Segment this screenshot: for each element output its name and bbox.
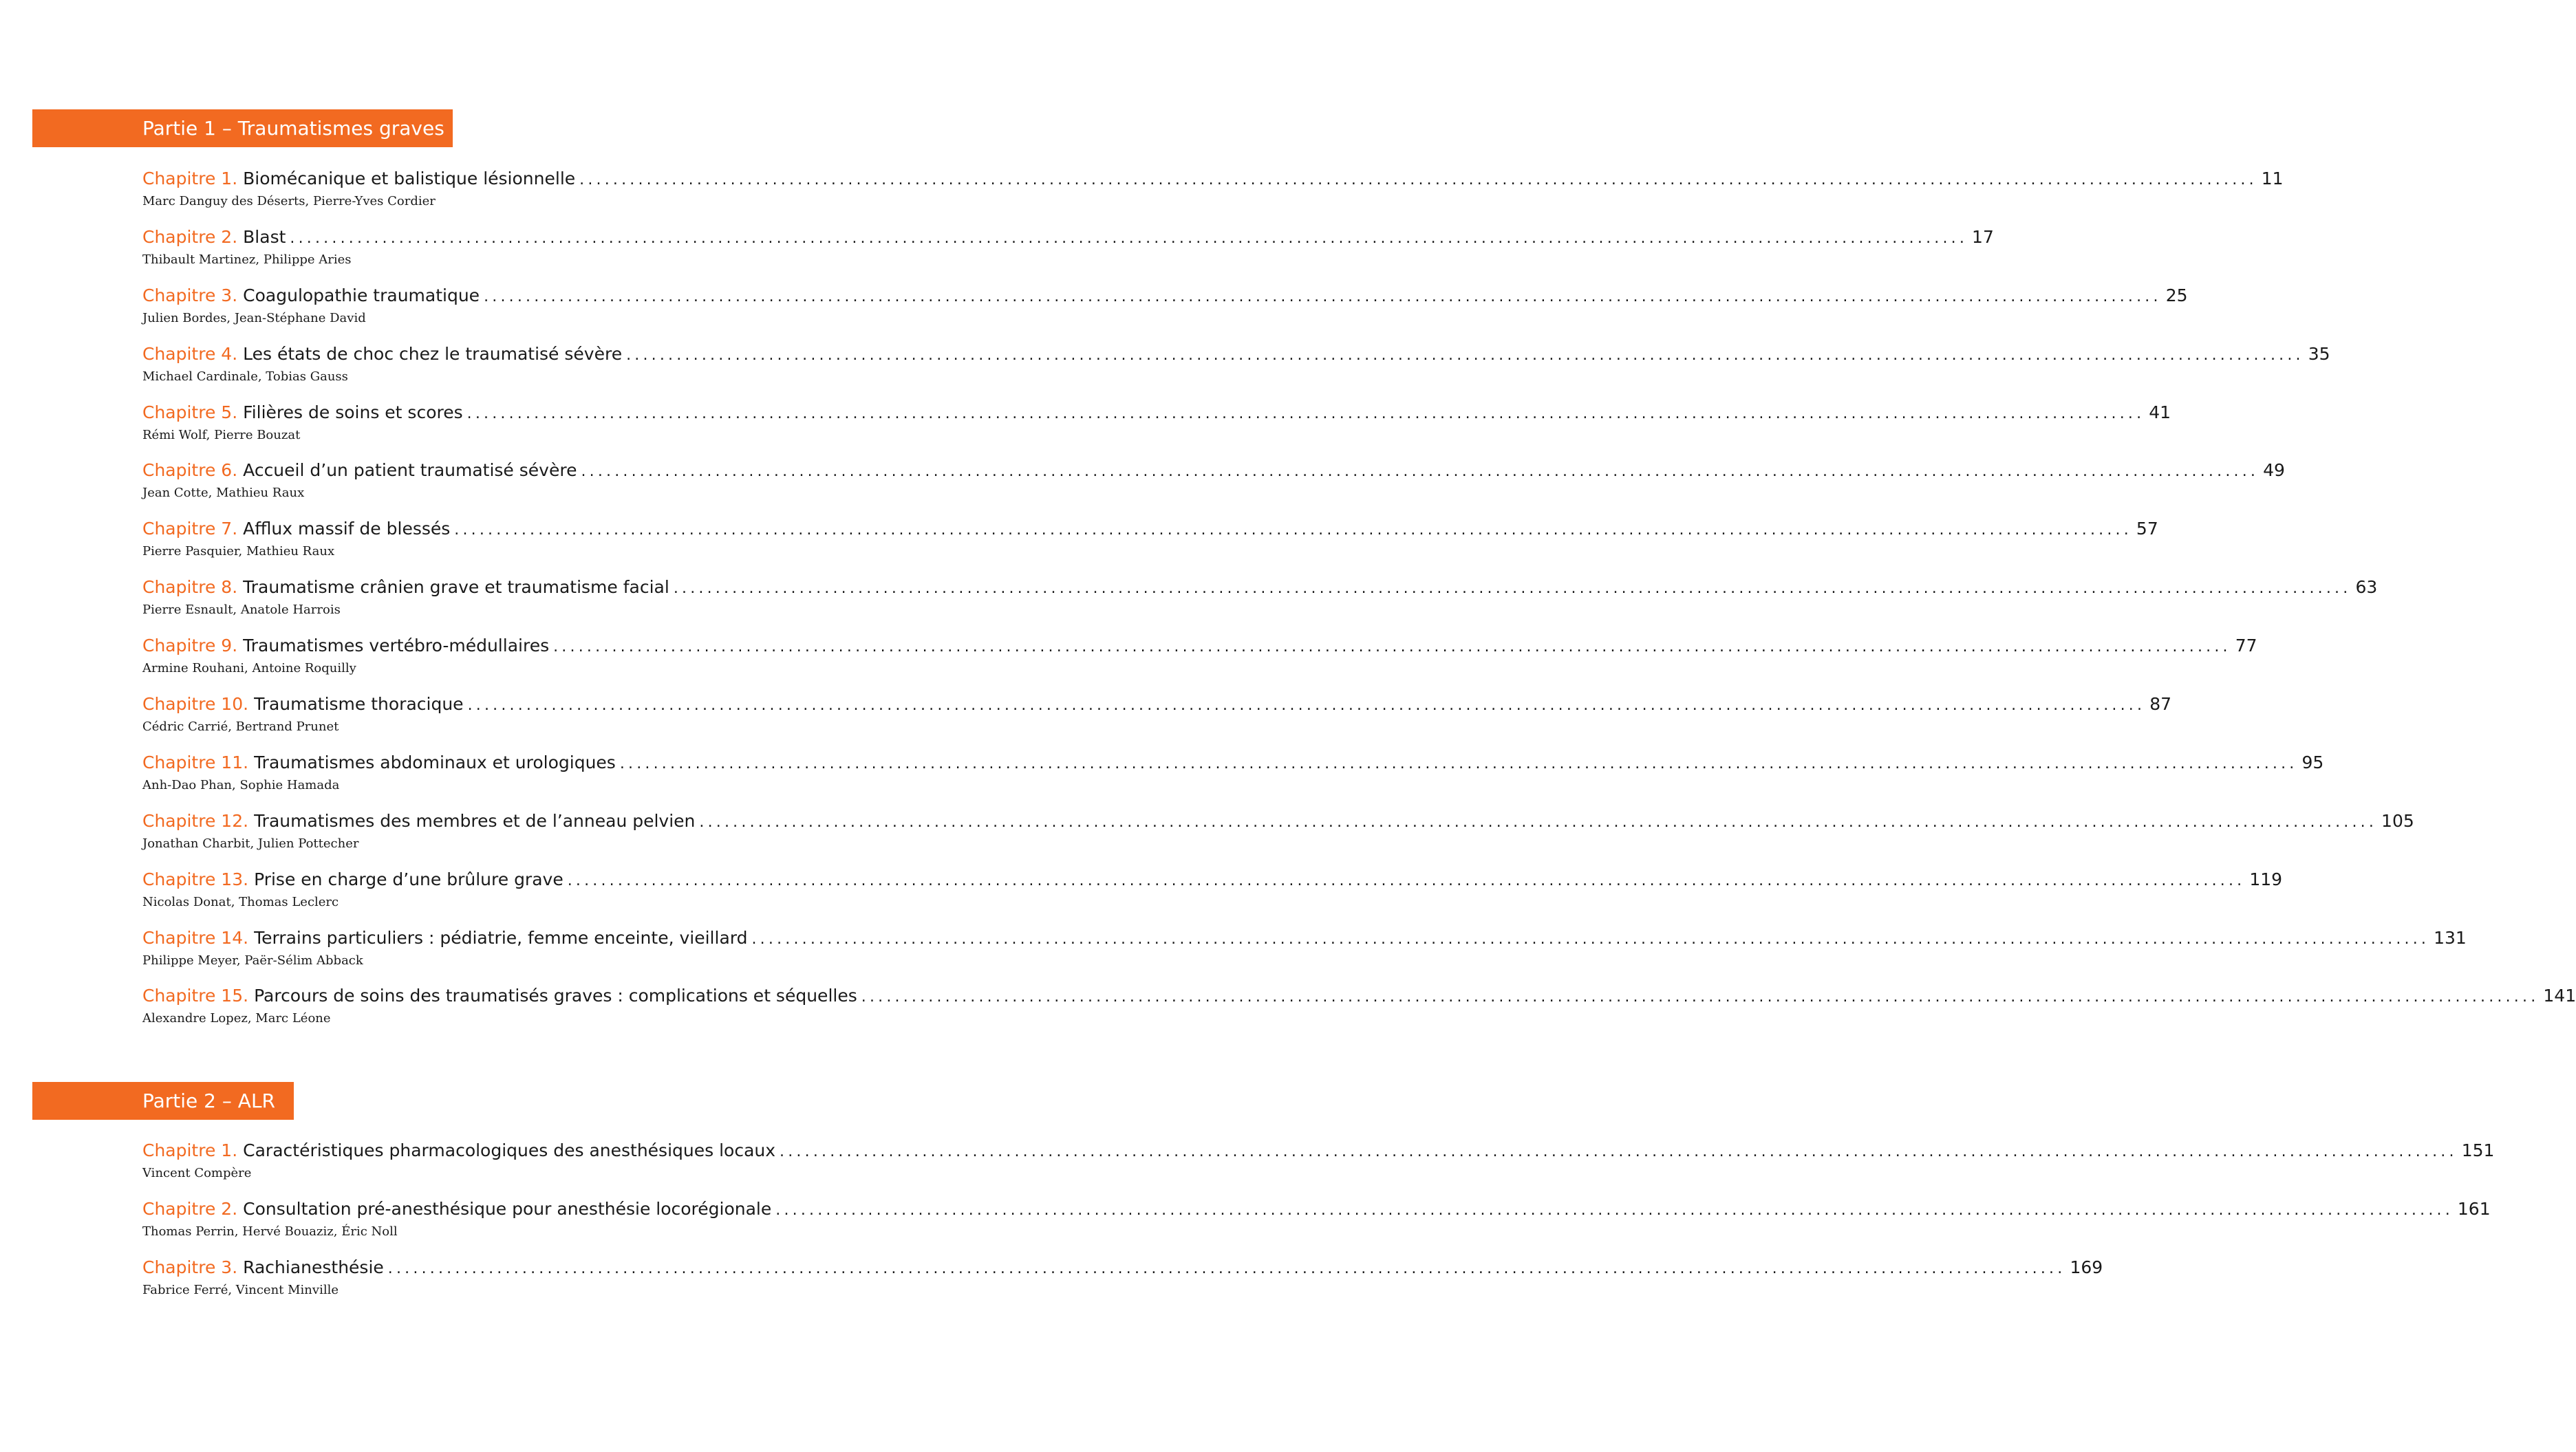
- toc-entry-line: [142, 1137, 2495, 1164]
- toc-entry[interactable]: [142, 340, 2330, 399]
- toc-entry[interactable]: [142, 1254, 2103, 1312]
- chapter-number: Chapitre 2.: [142, 1198, 238, 1219]
- chapter-authors: Alexandre Lopez, Marc Léone: [142, 1011, 331, 1026]
- chapter-number: Chapitre 1.: [142, 1140, 238, 1160]
- toc-entry-line: [142, 982, 2576, 1010]
- toc-entry[interactable]: [142, 632, 2257, 691]
- chapter-number: Chapitre 13.: [142, 869, 249, 889]
- toc-entry-line: [142, 1195, 2491, 1223]
- chapter-number: Chapitre 3.: [142, 1257, 238, 1277]
- dot-leader: ........................................................................................................................................................................................................: [290, 229, 1968, 247]
- dot-leader: ........................................................................................................................................................................................................: [861, 988, 2540, 1006]
- dot-leader: ........................................................................................................................................................................................................: [581, 463, 2260, 481]
- chapter-page-number: 119: [2249, 869, 2283, 889]
- chapter-number: Chapitre 3.: [142, 285, 238, 305]
- toc-entry[interactable]: [142, 924, 2467, 983]
- chapter-title: Afflux massif de blessés: [243, 519, 451, 539]
- dot-leader: ........................................................................................................................................................................................................: [387, 1259, 2066, 1277]
- dot-leader: ........................................................................................................................................................................................................: [775, 1201, 2454, 1219]
- toc-entry[interactable]: [142, 1195, 2491, 1254]
- chapter-page-number: 131: [2434, 927, 2467, 948]
- toc-entry[interactable]: [142, 282, 2188, 340]
- toc-entry[interactable]: [142, 1137, 2495, 1195]
- toc-entry-line: [142, 574, 2378, 601]
- chapter-page-number: 35: [2308, 343, 2330, 364]
- chapter-title: Consultation pré-anesthésique pour anesthésie locorégionale: [243, 1198, 772, 1219]
- toc-entry-line: [142, 399, 2171, 426]
- dot-leader: ........................................................................................................................................................................................................: [619, 755, 2298, 772]
- toc-entry-line: [142, 749, 2324, 777]
- chapter-title: Parcours de soins des traumatisés graves : complications et séquelles: [254, 986, 857, 1006]
- chapter-number: Chapitre 15.: [142, 986, 249, 1006]
- dot-leader: ........................................................................................................................................................................................................: [780, 1143, 2458, 1160]
- chapter-authors: Pierre Esnault, Anatole Harrois: [142, 603, 341, 618]
- chapter-page-number: 161: [2457, 1198, 2491, 1219]
- part-1-chapter-list: [142, 165, 2576, 1041]
- chapter-page-number: 95: [2301, 752, 2324, 772]
- chapter-page-number: 41: [2149, 402, 2171, 422]
- chapter-number: Chapitre 4.: [142, 343, 238, 364]
- dot-leader: ........................................................................................................................................................................................................: [466, 404, 2145, 422]
- chapter-page-number: 63: [2355, 577, 2378, 598]
- chapter-page-number: 77: [2235, 636, 2257, 656]
- chapter-authors: Thibault Martinez, Philippe Aries: [142, 252, 352, 267]
- dot-leader: ........................................................................................................................................................................................................: [467, 697, 2146, 715]
- toc-entry-line: [142, 1254, 2103, 1281]
- chapter-authors: Anh-Dao Phan, Sophie Hamada: [142, 777, 340, 792]
- chapter-number: Chapitre 9.: [142, 636, 238, 656]
- chapter-authors: Fabrice Ferré, Vincent Minville: [142, 1282, 339, 1297]
- chapter-page-number: 141: [2543, 986, 2576, 1006]
- chapter-number: Chapitre 11.: [142, 752, 249, 772]
- chapter-authors: Jean Cotte, Mathieu Raux: [142, 486, 305, 501]
- chapter-page-number: 49: [2263, 460, 2285, 481]
- chapter-authors: Pierre Pasquier, Mathieu Raux: [142, 544, 335, 559]
- toc-entry-line: [142, 691, 2172, 718]
- dot-leader: ........................................................................................................................................................................................................: [454, 521, 2132, 539]
- toc-entry[interactable]: [142, 399, 2171, 457]
- chapter-page-number: 17: [1972, 226, 1994, 247]
- chapter-title: Traumatismes des membres et de l’anneau pelvien: [254, 810, 696, 831]
- toc-entry-line: [142, 165, 2284, 193]
- chapter-authors: Marc Danguy des Déserts, Pierre-Yves Cordier: [142, 194, 436, 208]
- chapter-authors: Thomas Perrin, Hervé Bouaziz, Éric Noll: [142, 1224, 398, 1239]
- chapter-title: Blast: [243, 226, 286, 247]
- part-1-banner: Partie 1 – Traumatismes graves: [32, 109, 453, 147]
- toc-entry[interactable]: [142, 165, 2284, 224]
- toc-entry[interactable]: [142, 574, 2378, 632]
- toc-entry-line: [142, 340, 2330, 368]
- chapter-page-number: 11: [2261, 169, 2284, 188]
- toc-entry-line: [142, 924, 2467, 952]
- toc-entry-line: [142, 515, 2158, 543]
- chapter-title: Prise en charge d’une brûlure grave: [254, 869, 564, 889]
- chapter-page-number: 105: [2381, 810, 2414, 831]
- dot-leader: ........................................................................................................................................................................................................: [626, 346, 2304, 364]
- dot-leader: ........................................................................................................................................................................................................: [484, 288, 2162, 305]
- chapter-title: Les états de choc chez le traumatisé sévère: [243, 343, 623, 364]
- toc-entry-line: [142, 808, 2414, 835]
- chapter-authors: Rémi Wolf, Pierre Bouzat: [142, 427, 301, 442]
- toc-entry-line: [142, 282, 2188, 310]
- toc-entry-line: [142, 457, 2285, 484]
- toc-entry-line: [142, 224, 1994, 251]
- chapter-title: Biomécanique et balistique lésionnelle: [243, 169, 576, 188]
- chapter-authors: Philippe Meyer, Paër-Sélim Abback: [142, 953, 363, 968]
- chapter-number: Chapitre 1.: [142, 169, 238, 188]
- chapter-page-number: 25: [2165, 285, 2188, 305]
- toc-entry[interactable]: [142, 224, 1994, 282]
- toc-entry[interactable]: [142, 457, 2285, 515]
- chapter-title: Terrains particuliers : pédiatrie, femme enceinte, vieillard: [254, 927, 748, 948]
- toc-entry-line: [142, 866, 2283, 893]
- chapter-authors: Nicolas Donat, Thomas Leclerc: [142, 894, 339, 909]
- part-2-chapter-list: [142, 1137, 2495, 1312]
- chapter-authors: Vincent Compère: [142, 1166, 252, 1180]
- chapter-number: Chapitre 6.: [142, 460, 238, 481]
- part-2-banner: Partie 2 – ALR: [32, 1082, 294, 1120]
- chapter-title: Rachianesthésie: [243, 1257, 384, 1277]
- chapter-title: Accueil d’un patient traumatisé sévère: [243, 460, 577, 481]
- dot-leader: ........................................................................................................................................................................................................: [673, 580, 2352, 598]
- toc-entry[interactable]: [142, 808, 2414, 866]
- chapter-number: Chapitre 14.: [142, 927, 249, 948]
- toc-entry-line: [142, 632, 2257, 660]
- toc-entry[interactable]: [142, 982, 2576, 1041]
- toc-entry[interactable]: [142, 515, 2158, 574]
- chapter-title: Caractéristiques pharmacologiques des anesthésiques locaux: [243, 1140, 776, 1160]
- chapter-number: Chapitre 2.: [142, 226, 238, 247]
- chapter-title: Coagulopathie traumatique: [243, 285, 480, 305]
- chapter-number: Chapitre 7.: [142, 519, 238, 539]
- chapter-title: Traumatismes abdominaux et urologiques: [254, 752, 616, 772]
- chapter-page-number: 151: [2461, 1140, 2495, 1160]
- chapter-authors: Armine Rouhani, Antoine Roquilly: [142, 661, 356, 676]
- chapter-page-number: 57: [2136, 519, 2158, 539]
- chapter-authors: Julien Bordes, Jean-Stéphane David: [142, 310, 366, 325]
- chapter-page-number: 87: [2149, 694, 2172, 715]
- chapter-number: Chapitre 10.: [142, 694, 249, 715]
- chapter-authors: Cédric Carrié, Bertrand Prunet: [142, 719, 339, 735]
- chapter-authors: Jonathan Charbit, Julien Pottecher: [142, 836, 359, 851]
- chapter-number: Chapitre 12.: [142, 810, 249, 831]
- chapter-title: Traumatisme crânien grave et traumatisme facial: [243, 577, 669, 598]
- chapter-authors: Michael Cardinale, Tobias Gauss: [142, 369, 348, 384]
- toc-entry[interactable]: [142, 749, 2324, 808]
- dot-leader: ........................................................................................................................................................................................................: [751, 930, 2430, 948]
- chapter-number: Chapitre 8.: [142, 577, 238, 598]
- toc-entry[interactable]: [142, 866, 2283, 924]
- chapter-title: Traumatismes vertébro-médullaires: [243, 636, 550, 656]
- dot-leader: ........................................................................................................................................................................................................: [579, 171, 2257, 188]
- chapter-title: Traumatisme thoracique: [254, 694, 464, 715]
- dot-leader: ........................................................................................................................................................................................................: [567, 871, 2246, 889]
- dot-leader: ........................................................................................................................................................................................................: [699, 813, 2378, 831]
- dot-leader: ........................................................................................................................................................................................................: [553, 638, 2231, 656]
- chapter-number: Chapitre 5.: [142, 402, 238, 422]
- chapter-page-number: 169: [2070, 1257, 2103, 1277]
- chapter-title: Filières de soins et scores: [243, 402, 463, 422]
- toc-entry[interactable]: [142, 691, 2172, 749]
